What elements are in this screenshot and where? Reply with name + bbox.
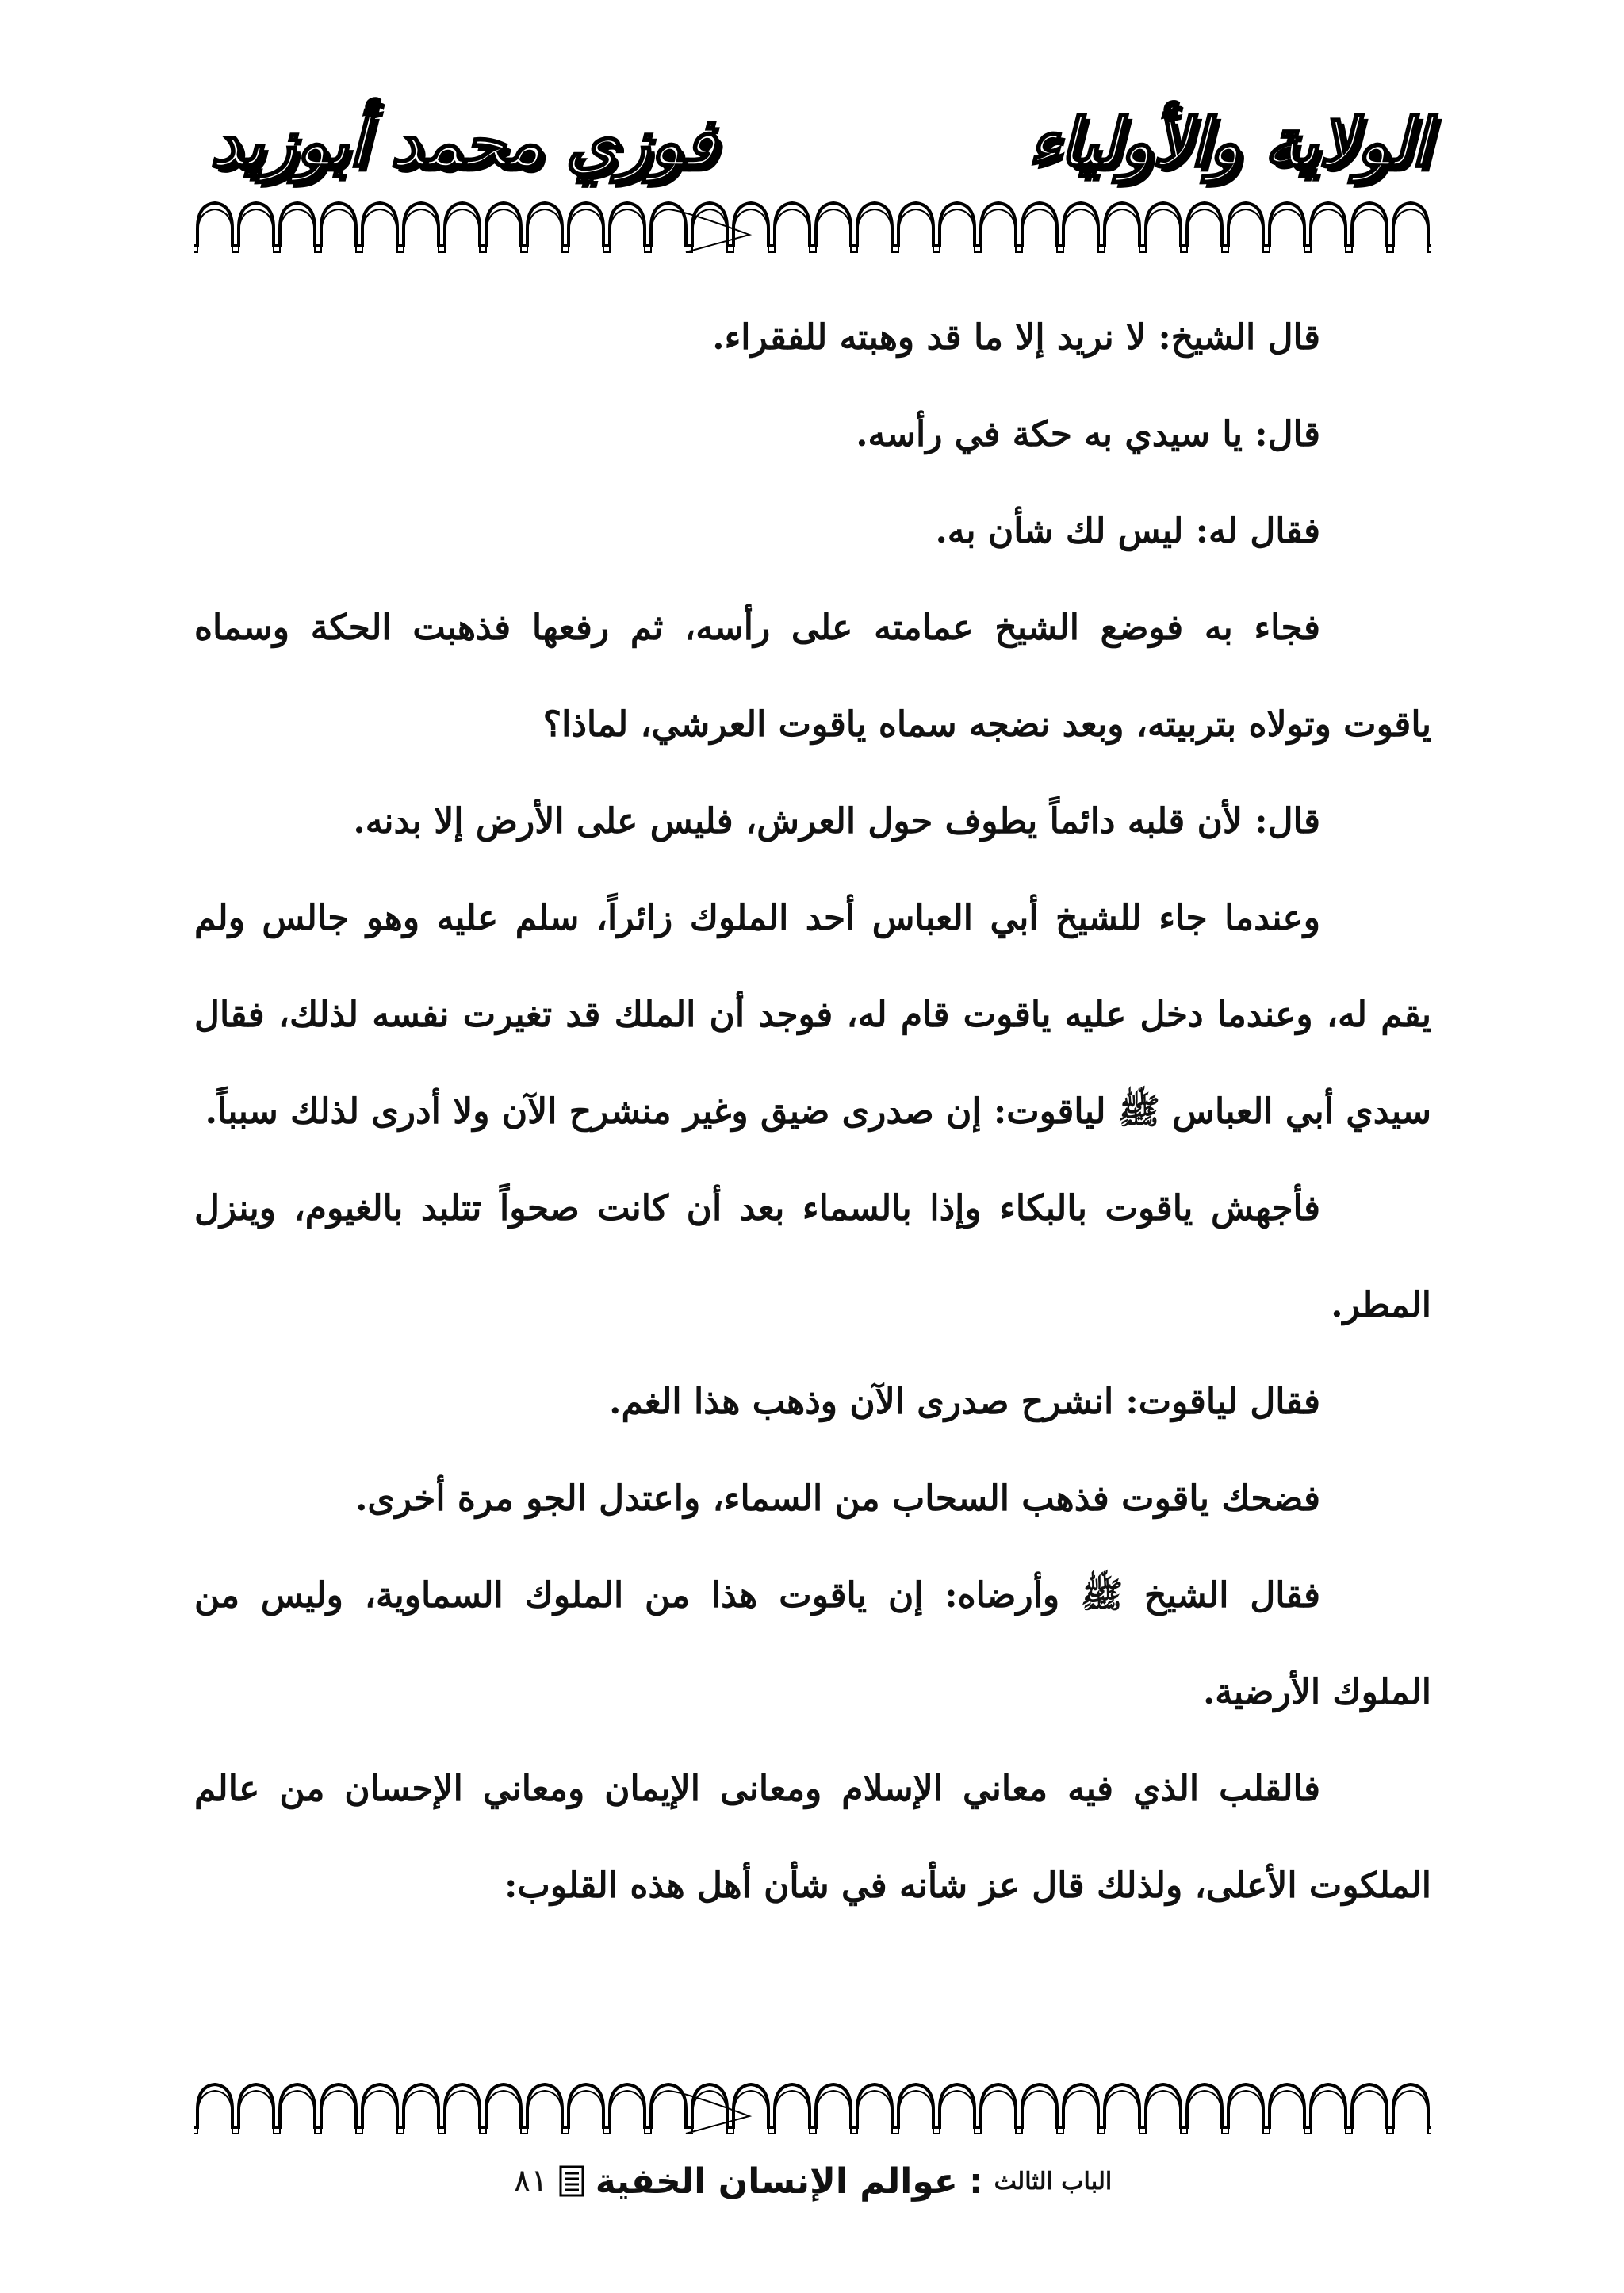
footer-separator: : — [968, 2161, 983, 2202]
paragraph: فجاء به فوضع الشيخ عمامته على رأسه، ثم رفعها فذهبت الحكة وسماه ياقوت وتولاه بتربيته، وبعد نضجه سماه ياقوت العرشي، لماذا؟ — [194, 608, 1431, 745]
paragraph: قال: يا سيدي به حكة في رأسه. — [856, 414, 1320, 454]
paragraph: فالقلب الذي فيه معاني الإسلام ومعانى الإيمان ومعاني الإحسان من عالم الملكوت الأعلى، ولذلك قال عز شأنه في شأن أهل هذه القلوب: — [194, 1769, 1431, 1906]
page-number: ٨١ — [513, 2163, 548, 2199]
page-body — [194, 290, 1431, 1934]
paragraph: وعندما جاء للشيخ أبي العباس أحد الملوك زائراً، سلم عليه وهو جالس ولم يقم له، وعندما دخل عليه ياقوت قام له، فوجد أن الملك قد تغيرت نفسه لذلك، فقال سيدي أبي العباس ﷺ لياقوت: إن صدرى ضيق وغير منشرح الآن ولا أدرى لذلك سبباً. — [194, 898, 1431, 1132]
bottom-ornament-border — [194, 2078, 1431, 2135]
paragraph: فضحك ياقوت فذهب السحاب من السماء، واعتدل الجو مرة أخرى. — [355, 1478, 1320, 1519]
page-header — [194, 95, 1430, 190]
paragraph: فقال له: ليس لك شأن به. — [935, 511, 1320, 551]
page-footer — [194, 2145, 1431, 2217]
chapter-title: عوالم الإنسان الخفية — [595, 2161, 958, 2202]
paragraph: قال: لأن قلبه دائماً يطوف حول العرش، فليس على الأرض إلا بدنه. — [353, 801, 1320, 842]
author-name: فوزي محمد أبوزيد — [210, 103, 717, 182]
paragraph: قال الشيخ: لا نريد إلا ما قد وهبته للفقراء. — [712, 317, 1320, 358]
paragraph: فأجهش ياقوت بالبكاء وإذا بالسماء بعد أن كانت صحواً تتلبد بالغيوم، وينزل المطر. — [194, 1188, 1431, 1325]
paragraph: فقال لياقوت: انشرح صدرى الآن وذهب هذا الغم. — [609, 1382, 1320, 1422]
paragraph: فقال الشيخ ﷺ وأرضاه: إن ياقوت هذا من الملوك السماوية، وليس من الملوك الأرضية. — [194, 1575, 1431, 1712]
part-label: الباب الثالث — [994, 2167, 1113, 2195]
book-icon — [559, 2165, 584, 2197]
book-title: الولاية والأولياء — [1028, 103, 1430, 182]
top-ornament-border — [194, 197, 1431, 254]
